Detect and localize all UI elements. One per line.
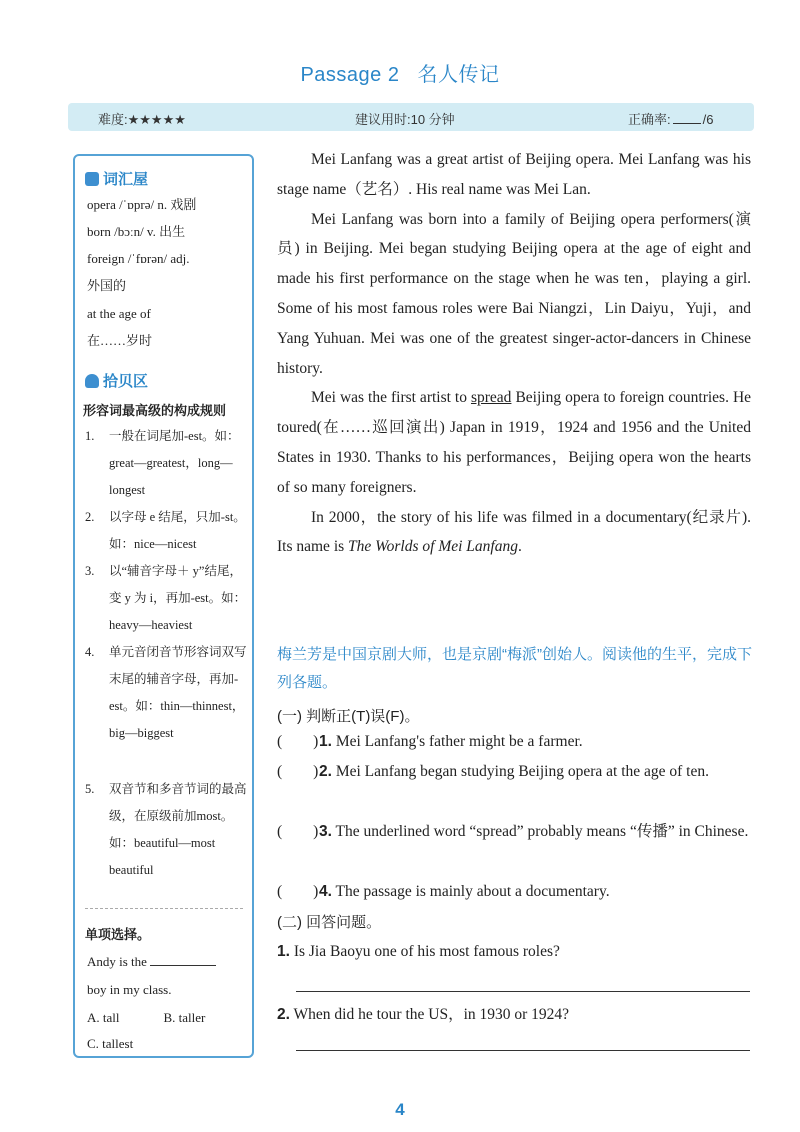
answer-blank[interactable]: [150, 951, 216, 966]
vocab-item: 外国的: [87, 278, 127, 293]
answer-paren[interactable]: ( ): [277, 883, 319, 900]
tf-question: ( ) 2. Mei Lanfang began studying Beijing opera at the age of ten.: [277, 757, 755, 787]
sidebar-box: [73, 154, 254, 1058]
qa-question: 1. Is Jia Baoyu one of his most famous roles?: [277, 943, 560, 960]
vocab-item: born /bɔːn/ v. 出生: [87, 224, 186, 239]
choice-question-part2: boy in my class.: [87, 982, 172, 997]
book-icon: [85, 172, 99, 186]
rule-text: 以“辅音字母＋ y”结尾，变 y 为 i，再加-est。如：heavy—heaviest: [109, 564, 247, 632]
answer-line[interactable]: [296, 1050, 750, 1051]
choice-title: 单项选择。: [85, 927, 151, 942]
documentary-title: The Worlds of Mei Lanfang: [348, 538, 518, 556]
shell-heading: [85, 370, 148, 391]
option-b[interactable]: B. taller: [163, 1010, 206, 1025]
tf-question: ( ) 4. The passage is mainly about a documentary.: [277, 877, 755, 907]
rules-title: 形容词最高级的构成规则: [83, 403, 227, 418]
instruction-text: 梅兰芳是中国京剧大师，也是京剧“梅派”创始人。阅读他的生平，完成下列各题。: [277, 646, 752, 691]
qa-question: 2. When did he tour the US，in 1930 or 1924?: [277, 1006, 570, 1023]
shell-icon: [85, 374, 99, 388]
passage-topic: 名人传记: [417, 64, 500, 86]
underlined-word: spread: [470, 389, 512, 407]
vocab-item: opera /ˈɒprə/ n. 戏剧: [87, 197, 197, 212]
rule-number: 3.: [85, 564, 95, 578]
rule-text: 一般在词尾加-est。如：great—greatest，long—longest: [109, 429, 240, 497]
answer-paren[interactable]: ( ): [277, 823, 319, 840]
rule-text: 以字母 e 结尾，只加-st。如：nice—nicest: [109, 510, 246, 551]
vocab-item: 在……岁时: [87, 333, 153, 348]
part-one-heading: (一) 判断正(T)误(F)。: [277, 708, 420, 725]
accuracy-label: 正确率:: [628, 112, 671, 127]
rule-number: 2.: [85, 510, 95, 524]
rule-number: 5.: [85, 782, 95, 796]
option-a[interactable]: A. tall: [87, 1010, 120, 1025]
suggested-time: 建议用时:10 分钟: [355, 112, 455, 127]
reading-passage: [277, 145, 751, 562]
accuracy-blank[interactable]: [673, 111, 701, 124]
tf-question: ( ) 3. The underlined word “spread” probably means “传播” in Chinese.: [277, 817, 755, 847]
part-two-heading: (二) 回答问题。: [277, 914, 382, 931]
rule-text: 双音节和多音节词的最高级，在原级前加most。如：beautiful—most beautiful: [109, 782, 247, 877]
paragraph-2: Mei Lanfang was born into a family of Beijing opera performers(演员) in Beijing. Mei began studying Beijing opera at the age of eight and made his first performance on the stage when he was ten，playing a girl. Some of his most famous roles were Bai Niangzi，Lin Daiyu，Yuji，and Yang Yuhuan. Mei was one of the greatest singer-actor-dancers in Chinese history.: [277, 210, 751, 377]
info-bar: [68, 103, 754, 131]
option-c[interactable]: C. tallest: [87, 1036, 134, 1051]
paragraph-3: Mei was the first artist to spread Beijing opera to foreign countries. He toured(在……巡回演出) Japan in 1919，1924 and 1956 and the United States in 1930. Thanks to his performances，Beijing opera won the hearts of so many foreigners.: [277, 389, 752, 496]
divider: [85, 908, 243, 909]
passage-number: Passage 2: [300, 64, 400, 86]
rule-number: 1.: [85, 429, 95, 443]
page-number: 4: [395, 1100, 405, 1119]
answer-paren[interactable]: ( ): [277, 763, 319, 780]
vocab-title: 词汇屋: [103, 171, 149, 188]
rule-item: [85, 558, 250, 639]
answer-paren[interactable]: ( ): [277, 733, 319, 750]
paragraph-4: In 2000，the story of his life was filmed in a documentary(纪录片). Its name is The Worlds of Mei Lanfang.: [277, 508, 751, 556]
accuracy-total: /6: [702, 112, 714, 127]
tf-question: ( ) 1. Mei Lanfang's father might be a farmer.: [277, 727, 755, 757]
paragraph-1: Mei Lanfang was a great artist of Beijing opera. Mei Lanfang was his stage name（艺名）. His real name was Mei Lan.: [277, 151, 751, 198]
difficulty-rating: 难度:★★★★★: [98, 112, 186, 127]
page-title: [0, 58, 800, 87]
rule-item: [85, 504, 250, 558]
choice-options: [87, 1004, 205, 1031]
rule-number: 4.: [85, 645, 95, 659]
vocab-item: foreign /ˈfɒrən/ adj.: [87, 251, 190, 266]
shell-title: 拾贝区: [103, 373, 149, 390]
choice-question: [87, 948, 216, 975]
answer-line[interactable]: [296, 991, 750, 992]
rule-item: [85, 639, 250, 747]
choice-question-part1: Andy is the: [87, 954, 147, 969]
accuracy: [628, 109, 713, 128]
rule-text: 单元音闭音节形容词双写末尾的辅音字母，再加-est。如：thin—thinnest，big—biggest: [109, 645, 247, 740]
rule-item: [85, 423, 250, 504]
vocab-item: at the age of: [87, 306, 151, 321]
vocab-heading: [85, 168, 148, 189]
rule-item: [85, 776, 250, 884]
